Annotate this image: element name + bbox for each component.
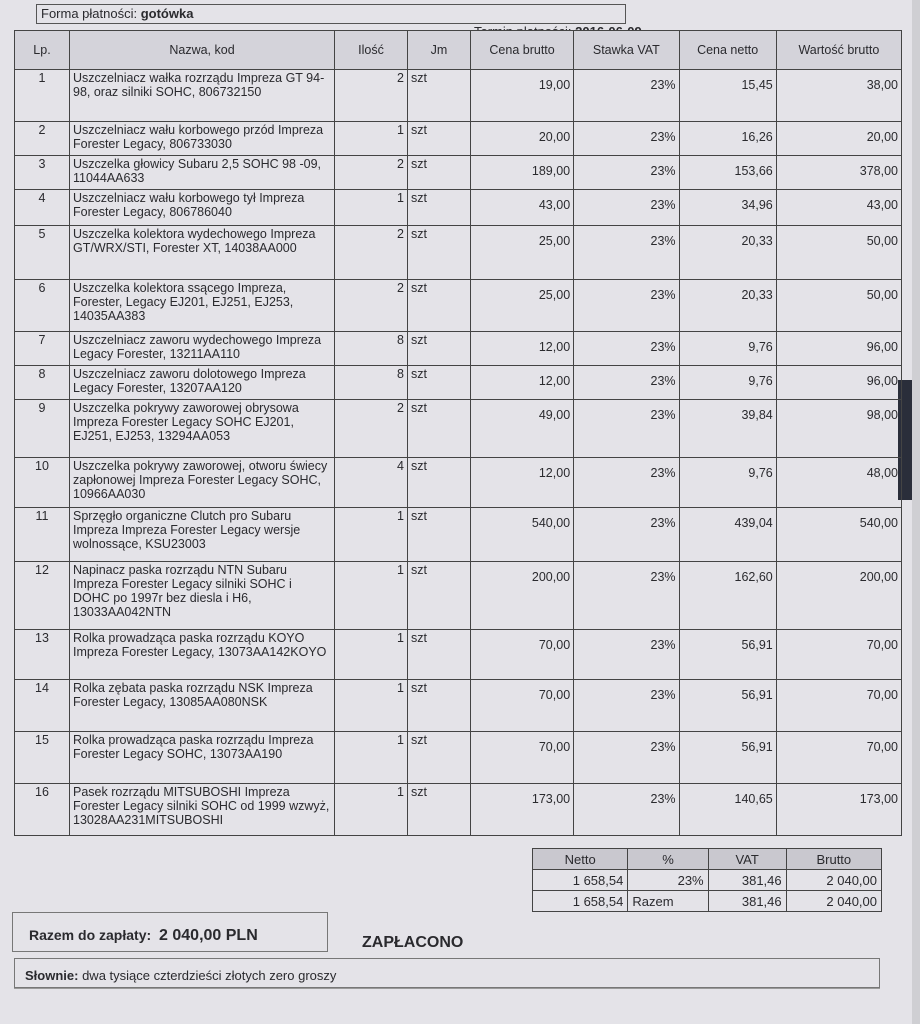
amount-in-words-label: Słownie: bbox=[25, 968, 79, 983]
item-qty: 4 bbox=[335, 458, 408, 508]
item-unit: szt bbox=[408, 226, 471, 280]
table-row bbox=[15, 784, 902, 836]
item-name: Uszczelka kolektora wydechowego Impreza GT/WRX/STI, Forester XT, 14038AA000 bbox=[70, 226, 335, 280]
item-unit: szt bbox=[408, 508, 471, 562]
item-gross-price: 20,00 bbox=[471, 122, 574, 156]
item-vat-rate: 23% bbox=[574, 732, 679, 784]
item-gross-value: 378,00 bbox=[776, 156, 901, 190]
table-row bbox=[15, 366, 902, 400]
item-qty: 2 bbox=[335, 400, 408, 458]
payment-method-value: gotówka bbox=[140, 6, 194, 21]
item-vat-rate: 23% bbox=[574, 70, 679, 122]
summary-total-brutto: 2 040,00 bbox=[786, 891, 881, 912]
item-gross-price: 49,00 bbox=[471, 400, 574, 458]
item-gross-value: 98,00 bbox=[776, 400, 901, 458]
item-lp: 9 bbox=[15, 400, 70, 458]
item-qty: 2 bbox=[335, 226, 408, 280]
summary-pct: 23% bbox=[628, 870, 708, 891]
summary-netto: 1 658,54 bbox=[533, 870, 628, 891]
item-net-price: 34,96 bbox=[679, 190, 776, 226]
item-net-price: 162,60 bbox=[679, 562, 776, 630]
item-vat-rate: 23% bbox=[574, 562, 679, 630]
item-unit: szt bbox=[408, 332, 471, 366]
item-name: Rolka prowadząca paska rozrządu KOYO Impreza Forester Legacy, 13073AA142KOYO bbox=[70, 630, 335, 680]
bottom-divider bbox=[14, 988, 880, 989]
item-gross-value: 70,00 bbox=[776, 680, 901, 732]
item-gross-price: 173,00 bbox=[471, 784, 574, 836]
table-row bbox=[15, 190, 902, 226]
item-gross-price: 540,00 bbox=[471, 508, 574, 562]
item-unit: szt bbox=[408, 784, 471, 836]
item-gross-price: 70,00 bbox=[471, 680, 574, 732]
summary-brutto: 2 040,00 bbox=[786, 870, 881, 891]
item-unit: szt bbox=[408, 122, 471, 156]
item-gross-value: 173,00 bbox=[776, 784, 901, 836]
col-name: Nazwa, kod bbox=[70, 31, 335, 70]
item-lp: 11 bbox=[15, 508, 70, 562]
item-qty: 1 bbox=[335, 630, 408, 680]
item-gross-price: 189,00 bbox=[471, 156, 574, 190]
item-lp: 6 bbox=[15, 280, 70, 332]
table-row bbox=[15, 332, 902, 366]
item-unit: szt bbox=[408, 562, 471, 630]
col-gross-price: Cena brutto bbox=[471, 31, 574, 70]
item-lp: 16 bbox=[15, 784, 70, 836]
item-qty: 1 bbox=[335, 508, 408, 562]
item-unit: szt bbox=[408, 630, 471, 680]
col-qty: Ilość bbox=[335, 31, 408, 70]
item-qty: 1 bbox=[335, 784, 408, 836]
item-lp: 14 bbox=[15, 680, 70, 732]
item-lp: 12 bbox=[15, 562, 70, 630]
item-vat-rate: 23% bbox=[574, 156, 679, 190]
item-vat-rate: 23% bbox=[574, 366, 679, 400]
item-gross-price: 25,00 bbox=[471, 280, 574, 332]
item-unit: szt bbox=[408, 400, 471, 458]
vat-summary-header bbox=[533, 849, 882, 870]
item-gross-value: 96,00 bbox=[776, 366, 901, 400]
item-net-price: 16,26 bbox=[679, 122, 776, 156]
summary-col-vat: VAT bbox=[708, 849, 786, 870]
item-lp: 1 bbox=[15, 70, 70, 122]
item-name: Uszczelniacz wału korbowego tył Impreza Forester Legacy, 806786040 bbox=[70, 190, 335, 226]
item-vat-rate: 23% bbox=[574, 508, 679, 562]
summary-col-brutto: Brutto bbox=[786, 849, 881, 870]
item-name: Pasek rozrządu MITSUBOSHI Impreza Forester Legacy silniki SOHC od 1999 wzwyż, 13028AA231MITSUBOSHI bbox=[70, 784, 335, 836]
table-row bbox=[15, 680, 902, 732]
item-gross-value: 50,00 bbox=[776, 226, 901, 280]
item-unit: szt bbox=[408, 280, 471, 332]
item-qty: 2 bbox=[335, 280, 408, 332]
item-qty: 8 bbox=[335, 366, 408, 400]
item-name: Uszczelka głowicy Subaru 2,5 SOHC 98 -09, 11044AA633 bbox=[70, 156, 335, 190]
table-row bbox=[15, 562, 902, 630]
item-net-price: 56,91 bbox=[679, 732, 776, 784]
item-net-price: 9,76 bbox=[679, 332, 776, 366]
item-qty: 1 bbox=[335, 190, 408, 226]
item-net-price: 140,65 bbox=[679, 784, 776, 836]
item-name: Uszczelniacz wałka rozrządu Impreza GT 94-98, oraz silniki SOHC, 806732150 bbox=[70, 70, 335, 122]
table-row bbox=[15, 458, 902, 508]
item-name: Rolka zębata paska rozrządu NSK Impreza Forester Legacy, 13085AA080NSK bbox=[70, 680, 335, 732]
item-vat-rate: 23% bbox=[574, 190, 679, 226]
item-net-price: 56,91 bbox=[679, 630, 776, 680]
item-vat-rate: 23% bbox=[574, 630, 679, 680]
item-name: Uszczelka pokrywy zaworowej obrysowa Impreza Forester Legacy SOHC EJ201, EJ251, EJ253, 13294AA053 bbox=[70, 400, 335, 458]
summary-total-netto: 1 658,54 bbox=[533, 891, 628, 912]
col-jm: Jm bbox=[408, 31, 471, 70]
item-qty: 1 bbox=[335, 122, 408, 156]
amount-due-label: Razem do zapłaty: bbox=[29, 927, 152, 943]
item-vat-rate: 23% bbox=[574, 680, 679, 732]
item-unit: szt bbox=[408, 190, 471, 226]
item-lp: 3 bbox=[15, 156, 70, 190]
item-gross-value: 43,00 bbox=[776, 190, 901, 226]
amount-due-value: 2 040,00 PLN bbox=[159, 927, 258, 944]
item-net-price: 20,33 bbox=[679, 226, 776, 280]
item-vat-rate: 23% bbox=[574, 458, 679, 508]
item-vat-rate: 23% bbox=[574, 784, 679, 836]
items-header-row bbox=[15, 31, 902, 70]
payment-method-label: Forma płatności: bbox=[41, 6, 138, 21]
item-qty: 2 bbox=[335, 70, 408, 122]
table-row bbox=[15, 508, 902, 562]
summary-total-vat: 381,46 bbox=[708, 891, 786, 912]
vat-summary-table bbox=[532, 848, 882, 912]
amount-due bbox=[12, 912, 328, 952]
item-vat-rate: 23% bbox=[574, 400, 679, 458]
item-name: Uszczelniacz zaworu wydechowego Impreza Legacy Forester, 13211AA110 bbox=[70, 332, 335, 366]
item-gross-price: 12,00 bbox=[471, 366, 574, 400]
payment-method bbox=[36, 4, 626, 24]
item-net-price: 15,45 bbox=[679, 70, 776, 122]
item-gross-value: 96,00 bbox=[776, 332, 901, 366]
item-name: Sprzęgło organiczne Clutch pro Subaru Impreza Impreza Forester Legacy wersje wolnossące, KSU23003 bbox=[70, 508, 335, 562]
table-row bbox=[15, 156, 902, 190]
item-net-price: 56,91 bbox=[679, 680, 776, 732]
item-vat-rate: 23% bbox=[574, 122, 679, 156]
item-gross-value: 50,00 bbox=[776, 280, 901, 332]
amount-in-words-value: dwa tysiące czterdzieści złotych zero groszy bbox=[82, 968, 337, 983]
item-lp: 15 bbox=[15, 732, 70, 784]
item-unit: szt bbox=[408, 458, 471, 508]
item-qty: 8 bbox=[335, 332, 408, 366]
table-row bbox=[15, 400, 902, 458]
item-gross-price: 70,00 bbox=[471, 630, 574, 680]
item-gross-price: 12,00 bbox=[471, 332, 574, 366]
item-gross-value: 48,00 bbox=[776, 458, 901, 508]
item-lp: 2 bbox=[15, 122, 70, 156]
item-net-price: 9,76 bbox=[679, 458, 776, 508]
item-gross-value: 70,00 bbox=[776, 630, 901, 680]
amount-in-words bbox=[14, 958, 880, 988]
item-vat-rate: 23% bbox=[574, 332, 679, 366]
vat-summary-row bbox=[533, 870, 882, 891]
table-row bbox=[15, 630, 902, 680]
table-row bbox=[15, 732, 902, 784]
item-lp: 8 bbox=[15, 366, 70, 400]
item-qty: 1 bbox=[335, 680, 408, 732]
item-name: Uszczelka kolektora ssącego Impreza, Forester, Legacy EJ201, EJ251, EJ253, 14035AA383 bbox=[70, 280, 335, 332]
item-name: Uszczelniacz zaworu dolotowego Impreza Legacy Forester, 13207AA120 bbox=[70, 366, 335, 400]
vat-summary-total-row bbox=[533, 891, 882, 912]
item-gross-value: 38,00 bbox=[776, 70, 901, 122]
item-gross-price: 43,00 bbox=[471, 190, 574, 226]
item-gross-price: 12,00 bbox=[471, 458, 574, 508]
item-lp: 4 bbox=[15, 190, 70, 226]
item-qty: 1 bbox=[335, 732, 408, 784]
item-gross-price: 70,00 bbox=[471, 732, 574, 784]
summary-col-netto: Netto bbox=[533, 849, 628, 870]
table-row bbox=[15, 122, 902, 156]
item-vat-rate: 23% bbox=[574, 280, 679, 332]
item-gross-value: 20,00 bbox=[776, 122, 901, 156]
item-unit: szt bbox=[408, 366, 471, 400]
table-row bbox=[15, 280, 902, 332]
item-name: Uszczelka pokrywy zaworowej, otworu świecy zapłonowej Impreza Forester Legacy SOHC, 10966AA030 bbox=[70, 458, 335, 508]
summary-vat: 381,46 bbox=[708, 870, 786, 891]
item-lp: 10 bbox=[15, 458, 70, 508]
item-net-price: 39,84 bbox=[679, 400, 776, 458]
item-vat-rate: 23% bbox=[574, 226, 679, 280]
item-name: Uszczelniacz wału korbowego przód Impreza Forester Legacy, 806733030 bbox=[70, 122, 335, 156]
table-row bbox=[15, 226, 902, 280]
item-net-price: 439,04 bbox=[679, 508, 776, 562]
item-lp: 13 bbox=[15, 630, 70, 680]
item-gross-value: 540,00 bbox=[776, 508, 901, 562]
item-qty: 2 bbox=[335, 156, 408, 190]
summary-total-label: Razem bbox=[628, 891, 708, 912]
col-gross-value: Wartość brutto bbox=[776, 31, 901, 70]
item-gross-value: 200,00 bbox=[776, 562, 901, 630]
item-net-price: 153,66 bbox=[679, 156, 776, 190]
item-gross-value: 70,00 bbox=[776, 732, 901, 784]
item-net-price: 20,33 bbox=[679, 280, 776, 332]
item-gross-price: 25,00 bbox=[471, 226, 574, 280]
col-net-price: Cena netto bbox=[679, 31, 776, 70]
item-lp: 7 bbox=[15, 332, 70, 366]
table-row bbox=[15, 70, 902, 122]
summary-col-pct: % bbox=[628, 849, 708, 870]
col-vat-rate: Stawka VAT bbox=[574, 31, 679, 70]
item-gross-price: 200,00 bbox=[471, 562, 574, 630]
item-gross-price: 19,00 bbox=[471, 70, 574, 122]
item-unit: szt bbox=[408, 680, 471, 732]
item-name: Napinacz paska rozrządu NTN Subaru Impreza Forester Legacy silniki SOHC i DOHC po 1997r bez diesla i H6, 13033AA042NTN bbox=[70, 562, 335, 630]
item-net-price: 9,76 bbox=[679, 366, 776, 400]
item-unit: szt bbox=[408, 156, 471, 190]
item-unit: szt bbox=[408, 70, 471, 122]
item-qty: 1 bbox=[335, 562, 408, 630]
col-lp: Lp. bbox=[15, 31, 70, 70]
paid-stamp: ZAPŁACONO bbox=[362, 934, 464, 951]
item-unit: szt bbox=[408, 732, 471, 784]
item-lp: 5 bbox=[15, 226, 70, 280]
item-name: Rolka prowadząca paska rozrządu Impreza Forester Legacy SOHC, 13073AA190 bbox=[70, 732, 335, 784]
items-table bbox=[14, 30, 902, 836]
